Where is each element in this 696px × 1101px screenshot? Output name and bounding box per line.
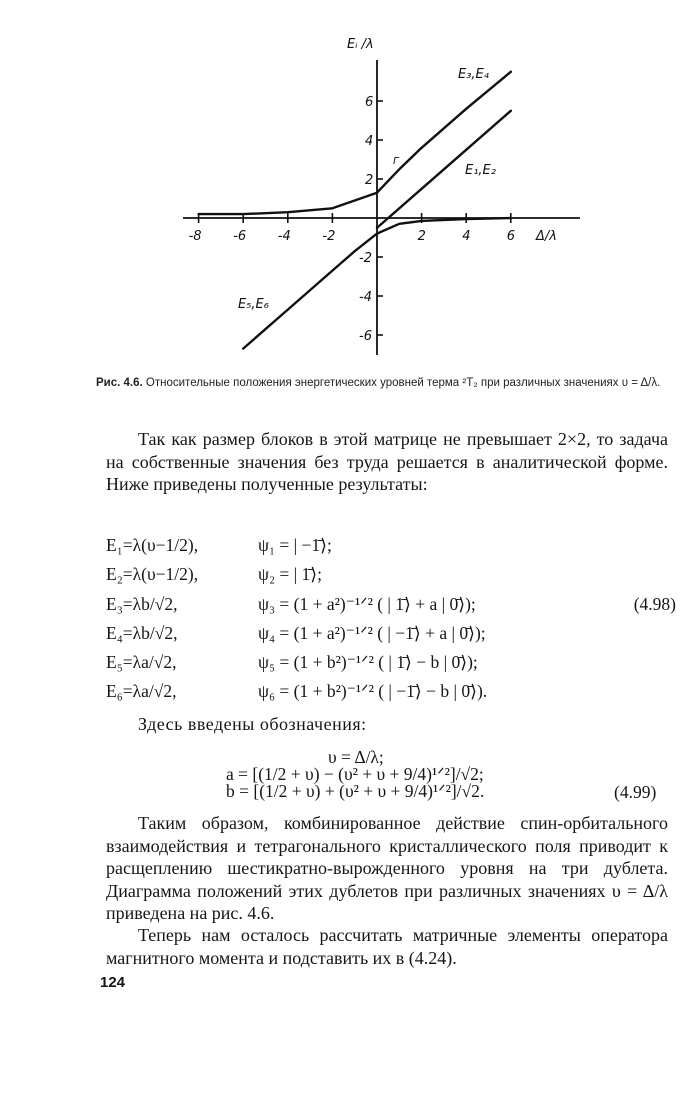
y-tick-label: 6 — [365, 95, 374, 110]
figure-caption — [96, 376, 662, 391]
equation-number-4-98: (4.98) — [633, 594, 676, 614]
paragraph-splitting: Таким образом, комбинированное действие спин-орбитального взаимодействия и тетрагонального кристаллического поля приводит к расщеплению шестикратно-вырожденного уровня на три дублета. Диаграмма положений этих дублетов при различных значениях υ = Δ/λ приведена на рис. 4.6. — [106, 813, 668, 923]
x-tick-label: -2 — [322, 229, 336, 244]
y-tick-label: 4 — [365, 134, 374, 149]
series-label-gamma: Γ — [393, 156, 399, 167]
definition-a: a = [(1/2 + υ) − (υ² + υ + 9/4)¹ᐟ²]/√2; — [226, 764, 484, 784]
equation-number-4-99: (4.99) — [614, 782, 657, 802]
x-tick-label: -4 — [277, 229, 291, 244]
wavefunction-psi5: ψ₅ = (1 + b²)⁻¹ᐟ² ( | 1̄⟩ − b | 0̄⟩); — [258, 652, 478, 672]
definition-nu: υ = Δ/λ; — [328, 747, 384, 767]
energy-e2: E₂=λ(υ−1/2), — [106, 564, 199, 584]
series-label-e34: E₃,E₄ — [458, 67, 489, 82]
wavefunction-psi2: ψ₂ = | 1̄⟩; — [258, 564, 322, 584]
energy-e6: E₆=λa/√2, — [106, 681, 177, 701]
y-tick-label: -4 — [359, 290, 372, 305]
x-tick-label: 6 — [506, 229, 516, 244]
wavefunction-psi6: ψ₆ = (1 + b²)⁻¹ᐟ² ( | −1̄⟩ − b | 0̄⟩). — [258, 681, 488, 701]
equation-row — [106, 650, 676, 674]
x-axis-label: Δ/λ — [536, 229, 557, 244]
equation-row — [106, 533, 676, 557]
x-tick-label: -6 — [233, 229, 247, 244]
y-axis-label: Eᵢ /λ — [347, 37, 374, 52]
energy-e4: E₄=λb/√2, — [106, 623, 178, 643]
x-tick-label: -8 — [188, 229, 202, 244]
x-tick-label: 4 — [462, 229, 471, 244]
energy-level-figure — [0, 0, 696, 372]
series-label-e56: E₅,E₆ — [238, 297, 269, 312]
wavefunction-psi1: ψ₁ = | −1̄⟩; — [258, 535, 332, 555]
caption-label: Рис. 4.6. — [96, 377, 143, 389]
paragraph-magnetic-moment: Теперь нам осталось рассчитать матричные элементы оператора магнитного момента и подставить их в (4.24). — [106, 925, 668, 968]
energy-e3: E₃=λb/√2, — [106, 594, 178, 614]
equation-row — [106, 592, 676, 616]
energy-e5: E₅=λa/√2, — [106, 652, 177, 672]
y-tick-label: -2 — [359, 251, 372, 266]
definition-b: b = [(1/2 + υ) + (υ² + υ + 9/4)¹ᐟ²]/√2. — [226, 781, 485, 801]
wavefunction-psi3: ψ₃ = (1 + a²)⁻¹ᐟ² ( | 1̄⟩ + a | 0̄⟩); — [258, 594, 476, 614]
definitions-intro: Здесь введены обозначения: — [138, 714, 367, 734]
equation-row — [106, 679, 676, 703]
series-label-e12: E₁,E₂ — [465, 163, 496, 178]
paragraph-blocks-size: Так как размер блоков в этой матрице не превышает 2×2, то задача на собственные значения без труда решается в аналитической форме. Ниже приведены полученные результаты: — [106, 429, 668, 494]
energy-e1: E₁=λ(υ−1/2), — [106, 535, 199, 555]
equation-row — [106, 562, 676, 586]
wavefunction-psi4: ψ₄ = (1 + a²)⁻¹ᐟ² ( | −1̄⟩ + a | 0̄⟩); — [258, 623, 486, 643]
y-tick-label: -6 — [359, 329, 372, 344]
y-tick-label: 2 — [365, 173, 374, 188]
x-tick-label: 2 — [417, 229, 426, 244]
page-number: 124 — [100, 974, 126, 991]
curve-e34 — [199, 72, 511, 214]
caption-text: Относительные положения энергетических уровней терма ²T₂ при различных значениях υ = Δ/λ. — [145, 377, 661, 389]
equation-row — [106, 621, 676, 645]
